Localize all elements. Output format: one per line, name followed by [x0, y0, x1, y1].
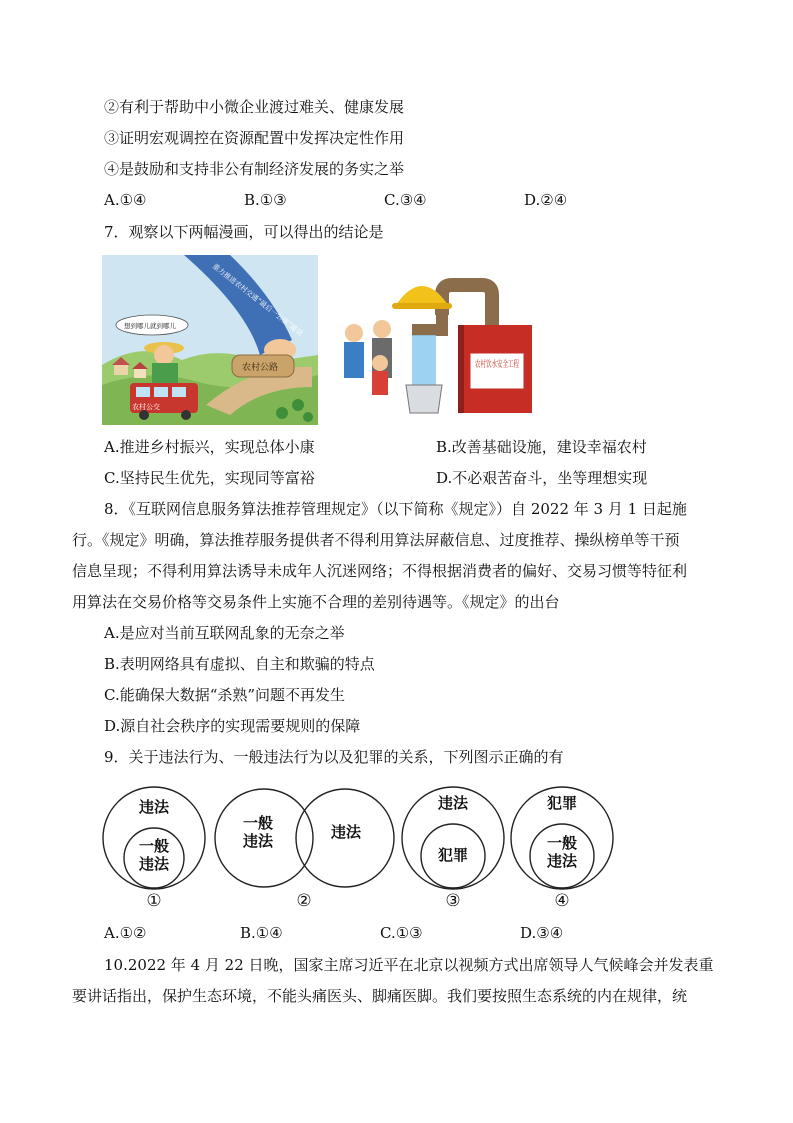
q6-option-c: C.③④: [384, 191, 427, 209]
q9-d4-inner-label-1: 一般: [546, 834, 578, 852]
q9-venn-diagrams: [98, 780, 618, 910]
q9-option-a: A.①②: [104, 924, 147, 942]
q8-option-b: B.表明网络具有虚拟、自主和欺骗的特点: [104, 655, 375, 673]
q9-d4-outer-label: 犯罪: [546, 794, 578, 812]
q6-item-4: ④是鼓励和支持非公有制经济发展的务实之举: [104, 160, 405, 178]
q6-item-3: ③证明宏观调控在资源配置中发挥决定性作用: [104, 129, 405, 147]
q9-d3-outer-label: 违法: [437, 794, 469, 812]
q6-option-d: D.②④: [524, 191, 568, 209]
q6-item-2: ②有利于帮助中小微企业渡过难关、健康发展: [104, 98, 405, 116]
q6-option-a: A.①④: [104, 191, 147, 209]
q9-d1-inner-label-2: 违法: [138, 855, 170, 873]
q9-d2-left-label-2: 违法: [242, 832, 274, 850]
q9-d2-number: ②: [296, 891, 312, 910]
comic1-road-label: 农村公路: [242, 363, 279, 373]
q7-stem: 7．观察以下两幅漫画，可以得出的结论是: [104, 223, 384, 241]
q7-option-a: A.推进乡村振兴，实现总体小康: [104, 438, 315, 456]
q9-d2-right-label: 违法: [330, 823, 362, 841]
comic-rural-transport: [102, 255, 318, 425]
q9-d3-number: ③: [445, 891, 461, 910]
q8-option-d: D.源自社会秩序的实现需要规则的保障: [104, 717, 361, 735]
q9-d4-inner-label-2: 违法: [546, 852, 578, 870]
q10-line-1: 10.2022 年 4 月 22 日晚，国家主席习近平在北京以视频方式出席领导人气候峰会并发表重: [104, 956, 714, 974]
q7-option-b: B.改善基础设施，建设幸福农村: [436, 438, 647, 456]
q7-option-d: D.不必艰苦奋斗，坐等理想实现: [436, 469, 648, 487]
q9-d3-inner-label: 犯罪: [437, 846, 469, 864]
q8-line-4: 用算法在交易价格等交易条件上实施不合理的差别待遇等。《规定》的出台: [72, 593, 560, 611]
q9-option-b: B.①④: [240, 924, 283, 942]
q9-d1-inner-label-1: 一般: [138, 837, 170, 855]
q6-option-b: B.①③: [244, 191, 287, 209]
q9-option-c: C.①③: [380, 924, 423, 942]
comic1-bubble-text: 想到哪儿就到哪儿: [124, 322, 176, 330]
comic2-sign-line: 农村饮水安全工程: [475, 360, 548, 370]
q7-option-c: C.坚持民生优先，实现同等富裕: [104, 469, 315, 487]
q9-d4-number: ④: [554, 891, 570, 910]
q9-option-d: D.③④: [520, 924, 564, 942]
comic1-bus-label: 农村公交: [132, 403, 160, 411]
q8-line-3: 信息呈现；不得利用算法诱导未成年人沉迷网络；不得根据消费者的偏好、交易习惯等特征利: [72, 562, 688, 580]
q10-line-2: 要讲话指出，保护生态环境，不能头痛医头、脚痛医脚。我们要按照生态系统的内在规律，统: [72, 987, 688, 1005]
q8-option-a: A.是应对当前互联网乱象的无奈之举: [104, 624, 345, 642]
q9-d1-outer-label: 违法: [138, 798, 170, 816]
q9-stem: 9．关于违法行为、一般违法行为以及犯罪的关系，下列图示正确的有: [104, 748, 564, 766]
q9-d2-left-label-1: 一般: [242, 814, 274, 832]
q8-line-2: 行。《规定》明确，算法推荐服务提供者不得利用算法屏蔽信息、过度推荐、操纵榜单等干预: [72, 531, 680, 549]
q8-line-1: 8．《互联网信息服务算法推荐管理规定》（以下简称《规定》）自 2022 年 3 月 1 日起施: [104, 500, 687, 518]
q8-option-c: C.能确保大数据“杀熟”问题不再发生: [104, 686, 346, 704]
comic-rural-water: [332, 255, 548, 425]
comic1-ribbon-text: 重力推进农村交通“最后一公里”建设: [210, 262, 305, 338]
q9-d1-number: ①: [146, 891, 162, 910]
